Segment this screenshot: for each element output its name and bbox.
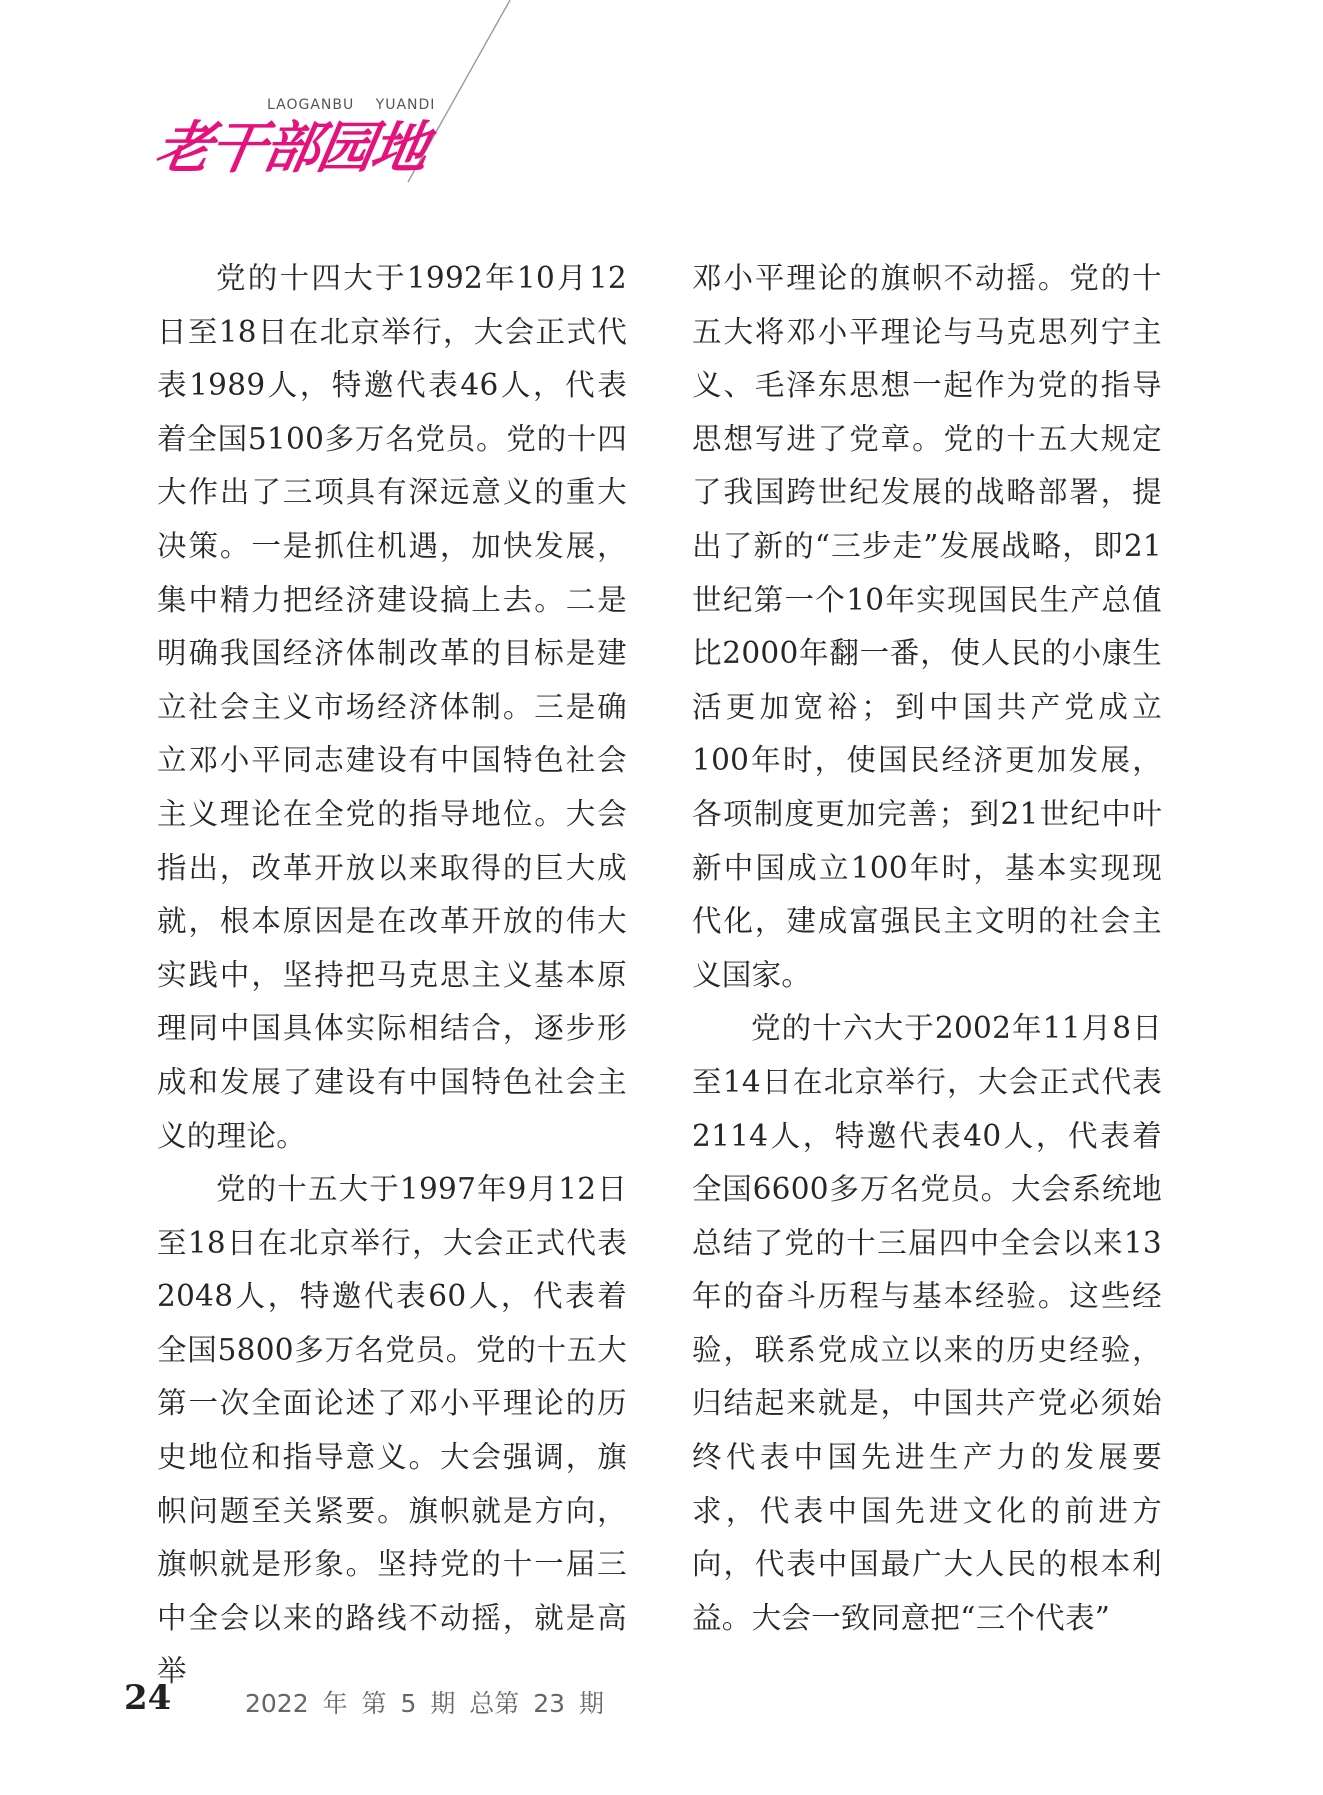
left-column [157, 252, 627, 1699]
issue-info: 2022 年 第 5 期 总第 23 期 [245, 1689, 604, 1718]
page-header [0, 0, 1323, 200]
magazine-logo: 老干部园地 [150, 115, 432, 181]
page-number: 24 [124, 1678, 172, 1718]
paragraph-14th-congress: 党的十四大于1992年10月12日至18日在北京举行，大会正式代表1989人，特邀代表46人，代表着全国5100多万名党员。党的十四大作出了三项具有深远意义的重大决策。一是抓住机遇，加快发展，集中精力把经济建设搞上去。二是明确我国经济体制改革的目标是建立社会主义市场经济体制。三是确立邓小平同志建设有中国特色社会主义理论在全党的指导地位。大会指出，改革开放以来取得的巨大成就，根本原因是在改革开放的伟大实践中，坚持把马克思主义基本原理同中国具体实际相结合，逐步形成和发展了建设有中国特色社会主义的理论。 [157, 261, 627, 1153]
paragraph-15th-congress: 党的十五大于1997年9月12日至18日在北京举行，大会正式代表2048人，特邀代表60人，代表着全国5800多万名党员。党的十五大第一次全面论述了邓小平理论的历史地位和指导意义。大会强调，旗帜问题至关紧要。旗帜就是方向，旗帜就是形象。坚持党的十一届三中全会以来的路线不动摇，就是高举 [157, 1172, 627, 1689]
paragraph-16th-congress: 党的十六大于2002年11月8日至14日在北京举行，大会正式代表2114人，特邀代表40人，代表着全国6600多万名党员。大会系统地总结了党的十三届四中全会以来13年的奋斗历程与基本经验。这些经验，联系党成立以来的历史经验，归结起来就是，中国共产党必须始终代表中国先进生产力的发展要求，代表中国先进文化的前进方向，代表中国最广大人民的根本利益。大会一致同意把“三个代表” [692, 1011, 1162, 1635]
magazine-pinyin: LAOGANBU YUANDI [267, 97, 436, 113]
right-column [692, 252, 1162, 1645]
paragraph-15th-congress-continued: 邓小平理论的旗帜不动摇。党的十五大将邓小平理论与马克思列宁主义、毛泽东思想一起作为党的指导思想写进了党章。党的十五大规定了我国跨世纪发展的战略部署，提出了新的“三步走”发展战略，即21世纪第一个10年实现国民生产总值比2000年翻一番，使人民的小康生活更加宽裕；到中国共产党成立100年时，使国民经济更加发展，各项制度更加完善；到21世纪中叶新中国成立100年时，基本实现现代化，建成富强民主文明的社会主义国家。 [692, 261, 1162, 992]
